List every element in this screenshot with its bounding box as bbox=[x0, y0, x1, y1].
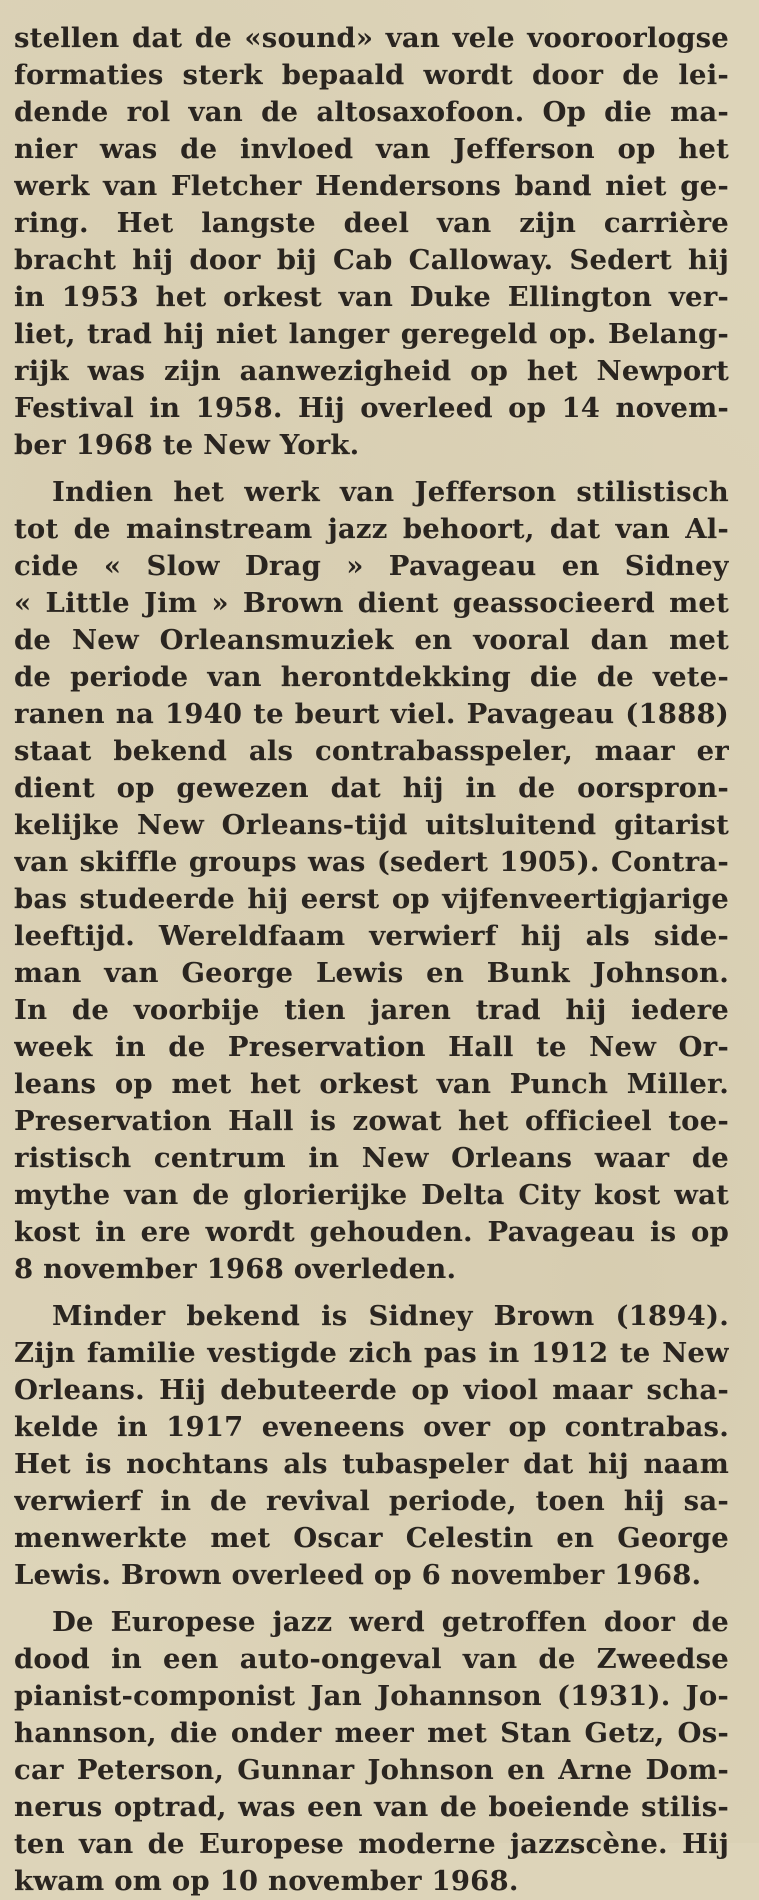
text-line: de New Orleansmuziek en vooral dan met bbox=[14, 624, 729, 656]
text-line: pianist-componist Jan Johannson (1931). Jo- bbox=[14, 1680, 729, 1712]
text-line: ber 1968 te New York. bbox=[14, 429, 360, 461]
text-line: bas studeerde hij eerst op vijfenveertigjarige bbox=[14, 883, 729, 915]
text-line: kwam om op 10 november 1968. bbox=[14, 1865, 519, 1897]
text-line: menwerkte met Oscar Celestin en George bbox=[14, 1522, 729, 1554]
text-line: verwierf in de revival periode, toen hij sa- bbox=[14, 1485, 729, 1517]
text-line: Preservation Hall is zowat het officieel toe- bbox=[14, 1105, 729, 1137]
text-line: ranen na 1940 te beurt viel. Pavageau (1888) bbox=[14, 698, 729, 730]
text-line: stellen dat de «sound» van vele vooroorlogse bbox=[14, 22, 729, 54]
text-line: De Europese jazz werd getroffen door de bbox=[52, 1606, 729, 1638]
text-line: staat bekend als contrabasspeler, maar er bbox=[14, 735, 729, 767]
text-line: car Peterson, Gunnar Johnson en Arne Dom- bbox=[14, 1754, 729, 1786]
text-line: bracht hij door bij Cab Calloway. Sedert hij bbox=[14, 244, 729, 276]
text-line: nerus optrad, was een van de boeiende stilis- bbox=[14, 1791, 729, 1823]
text-line: hannson, die onder meer met Stan Getz, Os- bbox=[14, 1717, 729, 1749]
text-line: man van George Lewis en Bunk Johnson. bbox=[14, 957, 729, 989]
text-line: mythe van de glorierijke Delta City kost wat bbox=[14, 1179, 729, 1211]
text-line: leans op met het orkest van Punch Miller. bbox=[14, 1068, 729, 1100]
text-line: rijk was zijn aanwezigheid op het Newport bbox=[14, 355, 729, 387]
text-line: van skiffle groups was (sedert 1905). Contra- bbox=[14, 846, 729, 878]
text-line: kost in ere wordt gehouden. Pavageau is op bbox=[14, 1216, 729, 1248]
text-line: werk van Fletcher Hendersons band niet ge- bbox=[14, 170, 729, 202]
article-paragraph bbox=[14, 1298, 729, 1594]
text-line: formaties sterk bepaald wordt door de lei- bbox=[14, 59, 729, 91]
text-line: Orleans. Hij debuteerde op viool maar scha- bbox=[14, 1374, 729, 1406]
text-line: In de voorbije tien jaren trad hij iedere bbox=[14, 994, 729, 1026]
text-line: 8 november 1968 overleden. bbox=[14, 1253, 457, 1285]
text-line: cide « Slow Drag » Pavageau en Sidney bbox=[14, 550, 729, 582]
text-line: Festival in 1958. Hij overleed op 14 novem- bbox=[14, 392, 729, 424]
text-line: in 1953 het orkest van Duke Ellington ver- bbox=[14, 281, 729, 313]
text-line: kelijke New Orleans-tijd uitsluitend gitarist bbox=[14, 809, 729, 841]
article-paragraph bbox=[14, 474, 729, 1288]
text-line: Minder bekend is Sidney Brown (1894). bbox=[52, 1300, 729, 1332]
article-paragraph bbox=[14, 20, 729, 464]
text-line: « Little Jim » Brown dient geassocieerd met bbox=[14, 587, 729, 619]
text-line: ring. Het langste deel van zijn carrière bbox=[14, 207, 729, 239]
text-line: week in de Preservation Hall te New Or- bbox=[14, 1031, 729, 1063]
article-column bbox=[14, 20, 729, 1900]
text-line: dende rol van de altosaxofoon. Op die ma- bbox=[14, 96, 729, 128]
text-line: liet, trad hij niet langer geregeld op. Belang- bbox=[14, 318, 729, 350]
text-line: Lewis. Brown overleed op 6 november 1968. bbox=[14, 1559, 702, 1591]
text-line: ristisch centrum in New Orleans waar de bbox=[14, 1142, 729, 1174]
text-line: dood in een auto-ongeval van de Zweedse bbox=[14, 1643, 729, 1675]
text-line: de periode van herontdekking die de vete- bbox=[14, 661, 729, 693]
article-paragraph bbox=[14, 1604, 729, 1900]
text-line: dient op gewezen dat hij in de oorspron- bbox=[14, 772, 729, 804]
text-line: Indien het werk van Jefferson stilistisch bbox=[52, 476, 729, 508]
text-line: leeftijd. Wereldfaam verwierf hij als side- bbox=[14, 920, 729, 952]
text-line: nier was de invloed van Jefferson op het bbox=[14, 133, 729, 165]
text-line: Het is nochtans als tubaspeler dat hij naam bbox=[14, 1448, 729, 1480]
text-line: Zijn familie vestigde zich pas in 1912 te New bbox=[14, 1337, 729, 1369]
text-line: tot de mainstream jazz behoort, dat van Al- bbox=[14, 513, 729, 545]
text-line: kelde in 1917 eveneens over op contrabas. bbox=[14, 1411, 729, 1443]
text-line: ten van de Europese moderne jazzscène. Hij bbox=[14, 1828, 729, 1860]
